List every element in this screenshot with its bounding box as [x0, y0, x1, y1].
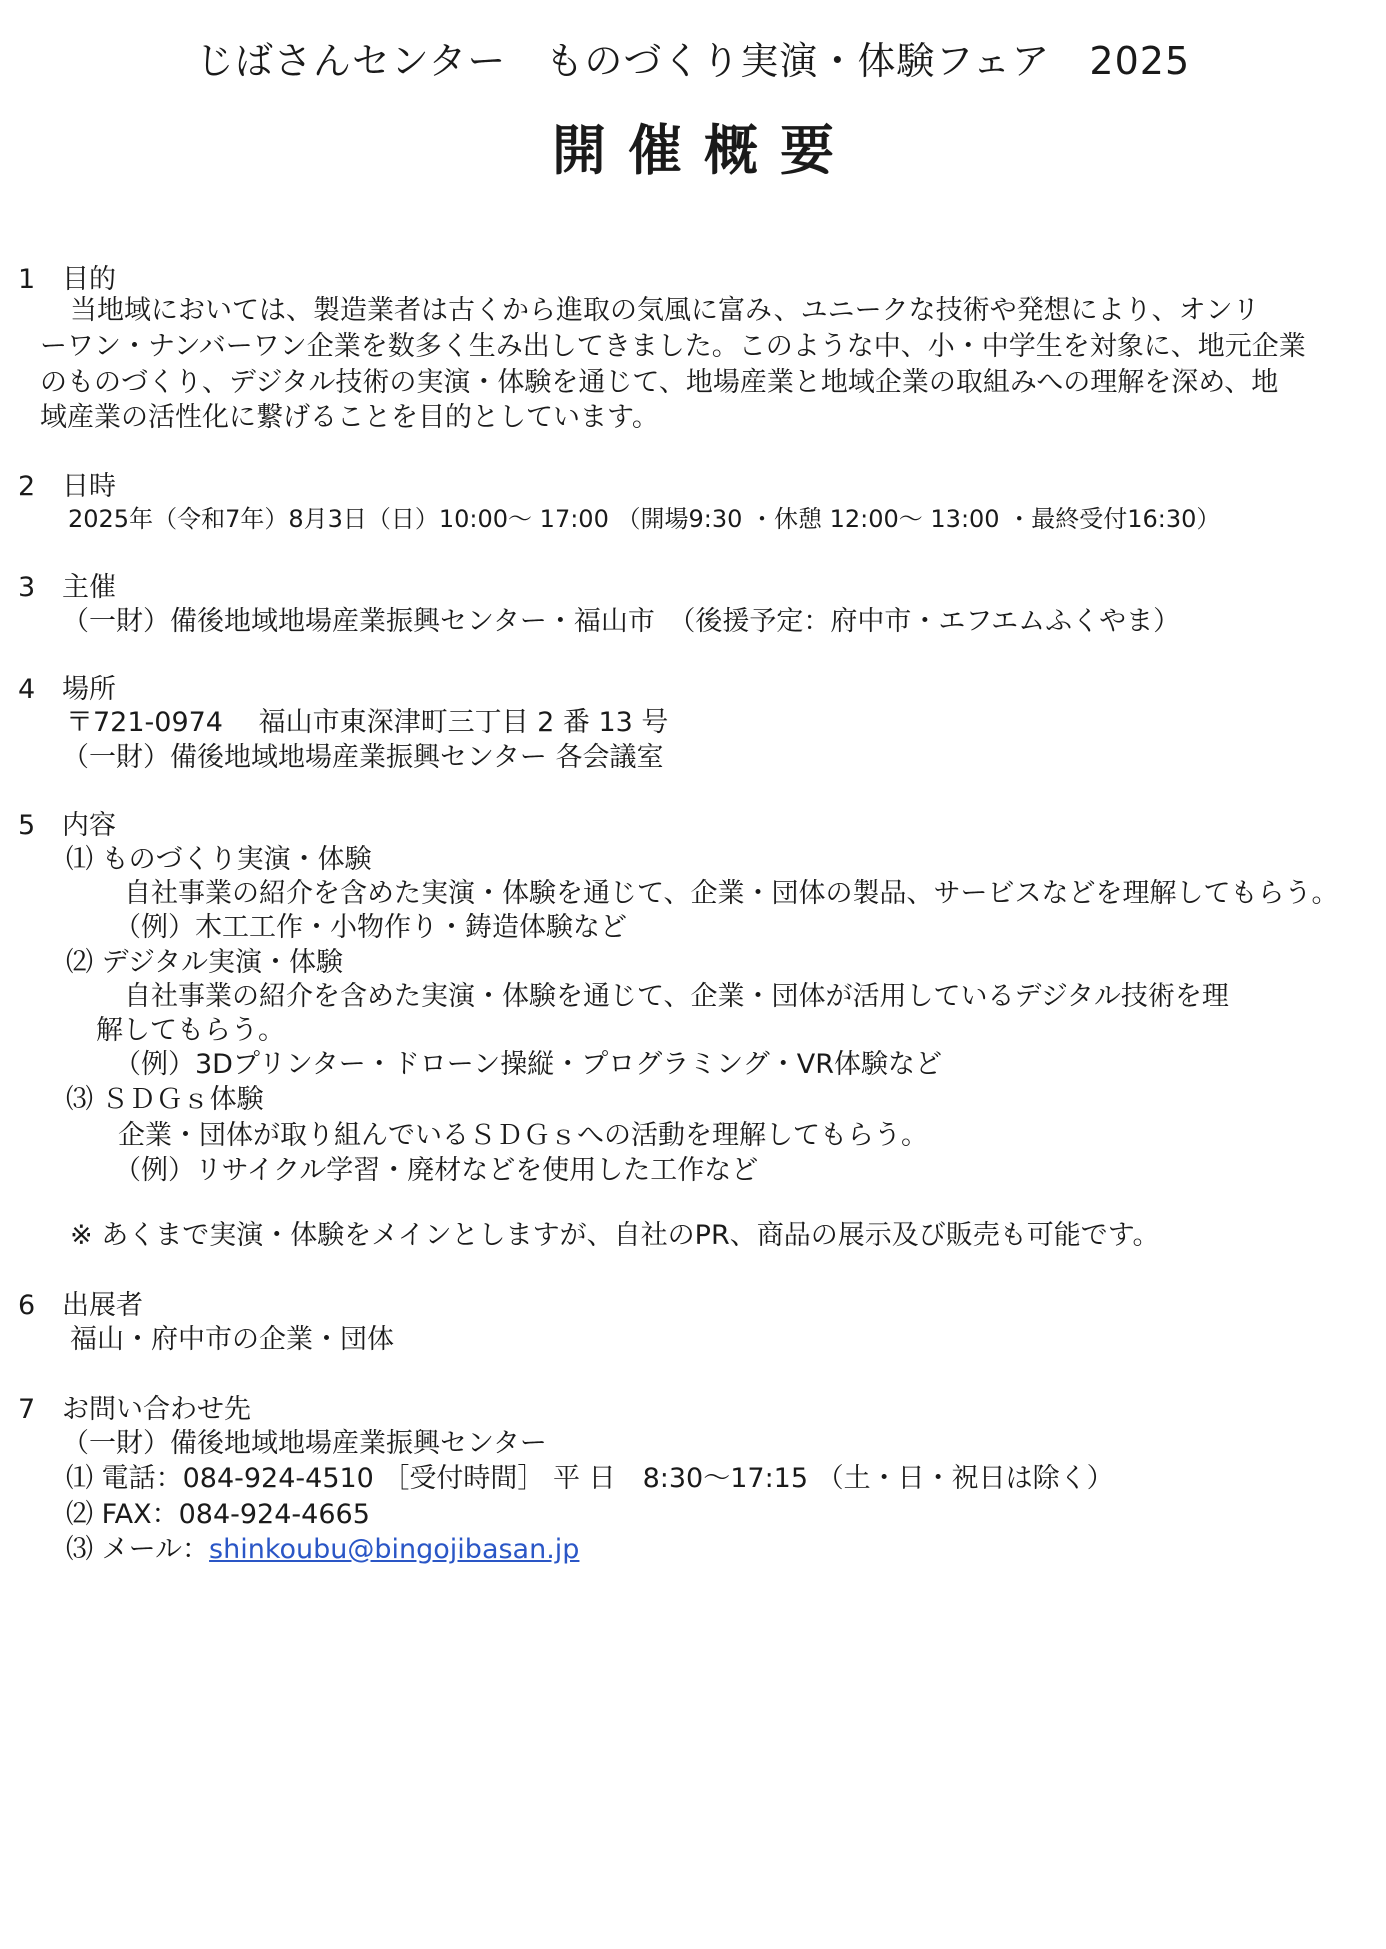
content-item-2-example: （例）3Dプリンター・ドローン操縦・プログラミング・VR体験など: [114, 1049, 942, 1080]
content-item-3-desc: 企業・団体が取り組んでいるＳＤＧｓへの活動を理解してもらう。: [118, 1120, 928, 1151]
contact-org: （一財）備後地域地場産業振興センター: [62, 1428, 547, 1459]
organizer-text: （一財）備後地域地場産業振興センター・福山市 （後援予定：府中市・エフエムふくやま）: [62, 606, 1181, 637]
content-item-3-label: ⑶ ＳＤＧｓ体験: [66, 1084, 264, 1115]
section-purpose-heading: [18, 266, 116, 293]
section-organizer-heading: [18, 574, 116, 601]
section-heading: 目的: [62, 264, 116, 295]
section-venue-heading: [18, 676, 116, 703]
content-item-2-desc-1: 自社事業の紹介を含めた実演・体験を通じて、企業・団体が活用しているデジタル技術を理: [124, 981, 1229, 1012]
contact-phone: ⑴ 電話：084-924-4510 ［受付時間］ 平 日 8:30～17:15 （土・日・祝日は除く）: [66, 1463, 1114, 1494]
page-subtitle: 開催概要: [552, 119, 856, 182]
section-heading: 内容: [62, 810, 116, 841]
section-heading: お問い合わせ先: [62, 1394, 251, 1425]
purpose-line-4: 域産業の活性化に繋げることを目的としています。: [40, 402, 659, 433]
venue-place: （一財）備後地域地場産業振興センター 各会議室: [62, 742, 664, 773]
content-item-3-example: （例）リサイクル学習・廃材などを使用した工作など: [114, 1155, 759, 1186]
section-datetime-heading: [18, 473, 116, 500]
contact-mail-label: ⑶ メール：: [66, 1534, 210, 1565]
section-number: 4: [18, 674, 36, 705]
content-item-1-desc: 自社事業の紹介を含めた実演・体験を通じて、企業・団体の製品、サービスなどを理解してもらう。: [124, 878, 1339, 909]
exhibitors-text: 福山・府中市の企業・団体: [70, 1324, 394, 1355]
contact-mail-line: [66, 1536, 579, 1563]
content-item-1-label: ⑴ ものづくり実演・体験: [66, 844, 372, 875]
contact-email-link[interactable]: shinkoubu@bingojibasan.jp: [209, 1534, 580, 1565]
content-item-2-label: ⑵ デジタル実演・体験: [66, 947, 343, 978]
content-item-2-desc-2: 解してもらう。: [96, 1015, 285, 1046]
content-item-1-example: （例）木工工作・小物作り・鋳造体験など: [114, 912, 627, 943]
section-number: 1: [18, 264, 36, 295]
section-number: 6: [18, 1290, 36, 1321]
purpose-line-3: のものづくり、デジタル技術の実演・体験を通じて、地場産業と地域企業の取組みへの理解を深め、地: [40, 367, 1279, 398]
section-heading: 主催: [62, 572, 116, 603]
section-exhibitors-heading: [18, 1292, 143, 1319]
section-heading: 場所: [62, 674, 116, 705]
section-content-heading: [18, 812, 116, 839]
section-number: 2: [18, 471, 36, 502]
purpose-line-2: ーワン・ナンバーワン企業を数多く生み出してきました。このような中、小・中学生を対象に、地元企業: [40, 331, 1306, 362]
page-title: じばさんセンター ものづくり実演・体験フェア 2025: [195, 39, 1191, 83]
venue-address: 〒721-0974 福山市東深津町三丁目 2 番 13 号: [66, 707, 669, 738]
section-heading: 日時: [62, 471, 116, 502]
purpose-line-1: 当地域においては、製造業者は古くから進取の気風に富み、ユニークな技術や発想により、オンリ: [70, 295, 1260, 326]
section-number: 7: [18, 1394, 36, 1425]
datetime-text: 2025年（令和7年）8月3日（日）10:00～ 17:00 （開場9:30 ・休憩 12:00～ 13:00 ・最終受付16:30）: [68, 505, 1221, 533]
contact-fax: ⑵ FAX：084-924-4665: [66, 1499, 370, 1530]
content-note: ※ あくまで実演・体験をメインとしますが、自社のPR、商品の展示及び販売も可能です。: [70, 1220, 1160, 1251]
section-number: 5: [18, 810, 36, 841]
section-heading: 出展者: [62, 1290, 143, 1321]
section-number: 3: [18, 572, 36, 603]
section-contact-heading: [18, 1396, 251, 1423]
